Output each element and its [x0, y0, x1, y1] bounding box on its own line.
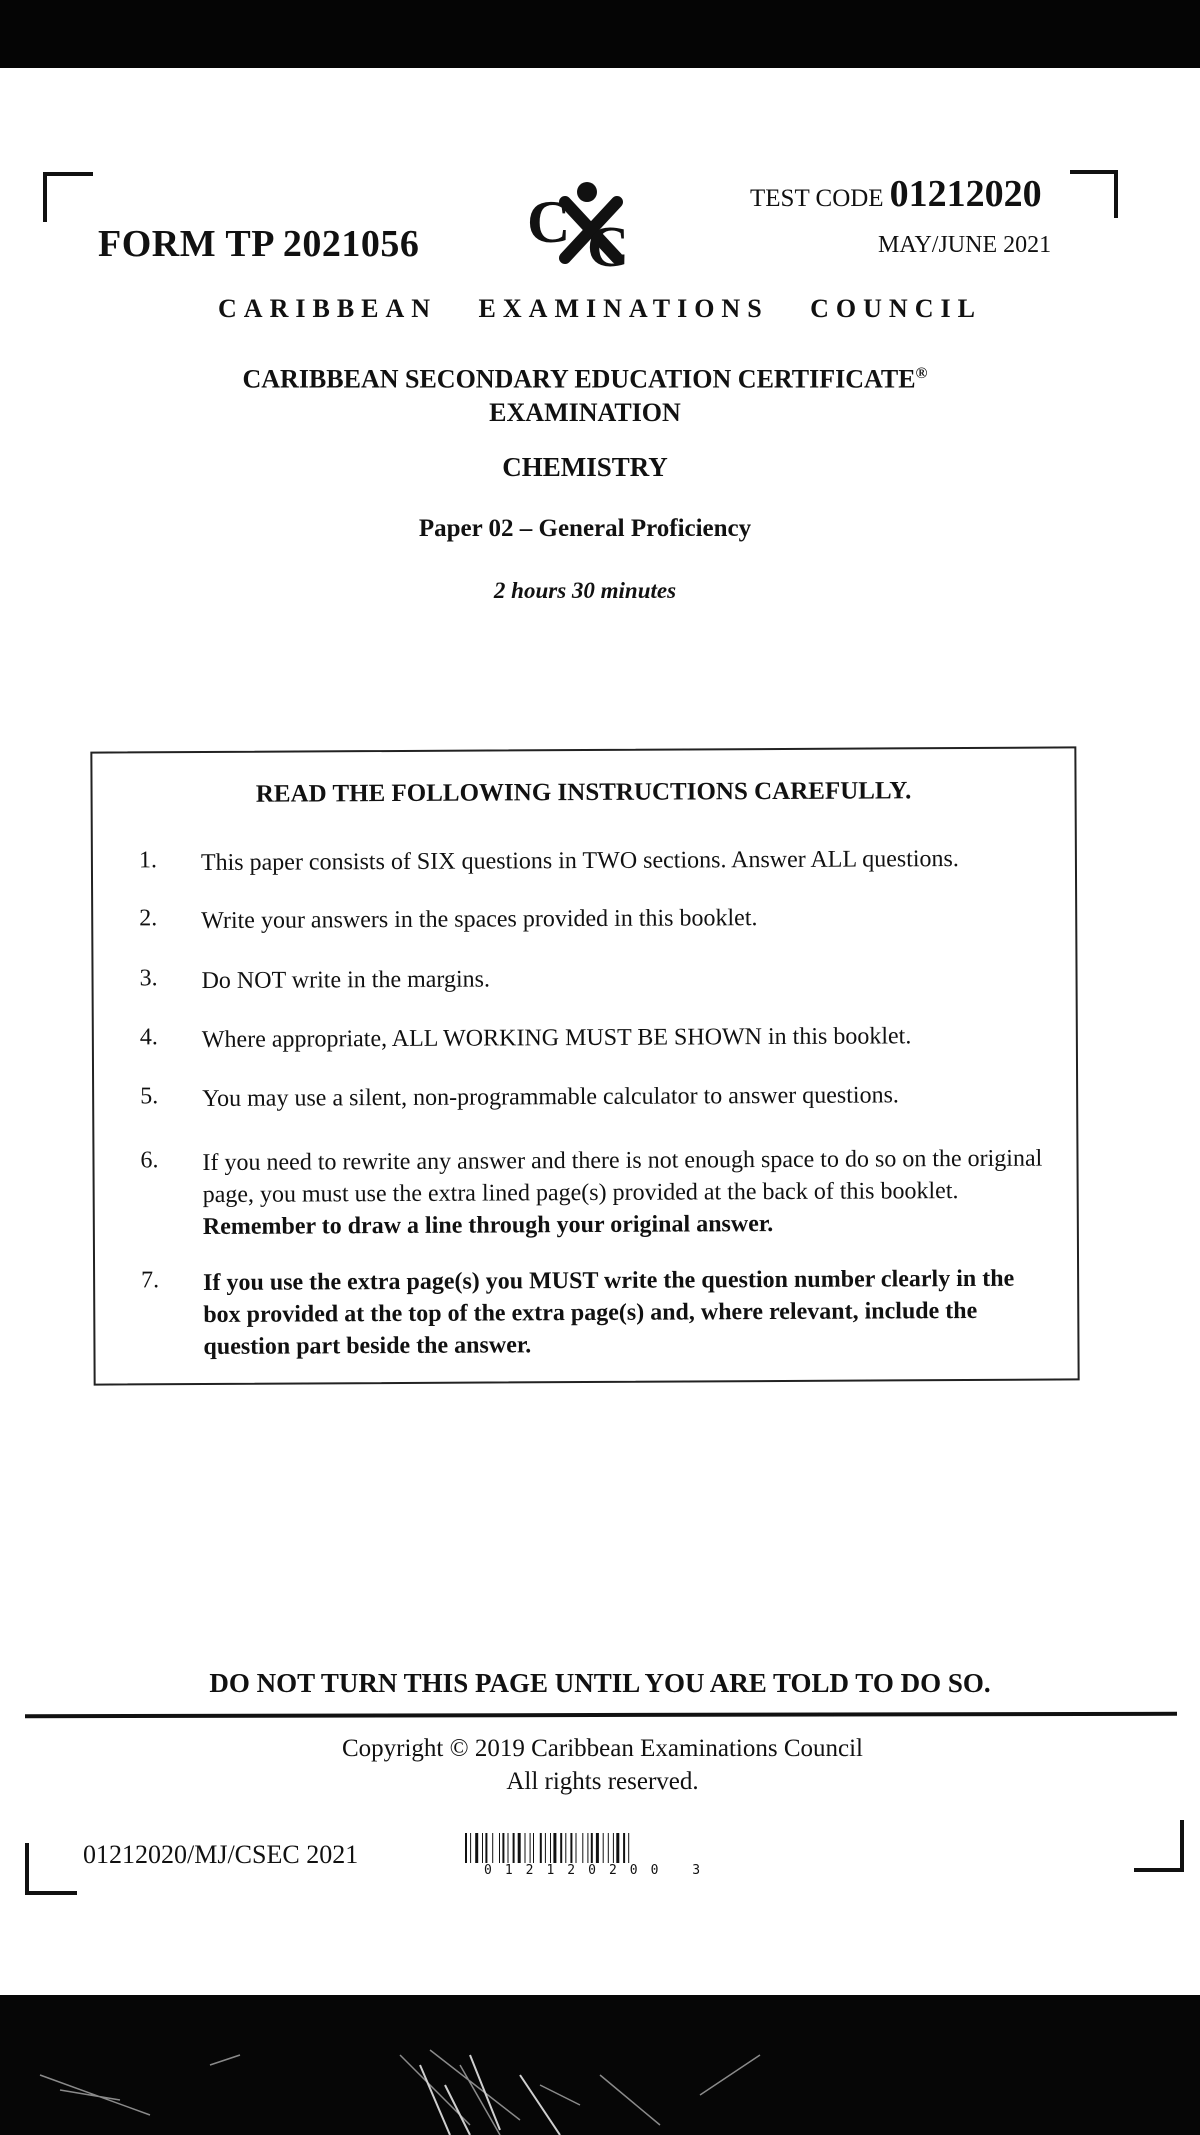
- crop-mark-bottom-right: [1134, 1820, 1184, 1872]
- instruction-number: 3.: [139, 965, 158, 992]
- instruction-text: This paper consists of SIX questions in TWO sections. Answer ALL questions.: [200, 846, 959, 877]
- barcode-bar: [525, 1833, 526, 1863]
- barcode-bar: [533, 1833, 534, 1863]
- footer-divider: [25, 1712, 1177, 1718]
- barcode-bar: [582, 1833, 583, 1863]
- barcode-bar: [502, 1833, 504, 1863]
- instruction-number: 2.: [139, 905, 158, 932]
- barcode-bar: [508, 1833, 509, 1863]
- instruction-item: [93, 900, 1075, 935]
- barcode-bar: [616, 1833, 619, 1863]
- instruction-item: [94, 1078, 1076, 1113]
- instruction-text: [202, 1143, 1042, 1243]
- svg-text:C: C: [587, 214, 629, 270]
- instructions-heading: READ THE FOLLOWING INSTRUCTIONS CAREFULLY.: [255, 777, 912, 808]
- barcode-bar: [545, 1833, 546, 1863]
- barcode-bar: [560, 1833, 562, 1863]
- scan-top-border: [0, 0, 1200, 68]
- barcode-bar: [550, 1833, 551, 1863]
- instruction-item: [95, 1262, 1077, 1361]
- exam-duration: 2 hours 30 minutes: [493, 578, 677, 603]
- barcode-bar: [530, 1833, 531, 1863]
- instruction-number: 7.: [141, 1267, 160, 1294]
- footer-paper-code: 01212020/MJ/CSEC 2021: [83, 1840, 359, 1869]
- rights-reserved-line: All rights reserved.: [506, 1768, 699, 1795]
- barcode-bar: [623, 1833, 625, 1863]
- barcode-bar: [499, 1833, 500, 1863]
- instruction-bold-text: Remember to draw a line through your original answer.: [202, 1211, 774, 1241]
- copyright-notice: [0, 1732, 1200, 1798]
- barcode-bar: [596, 1833, 599, 1863]
- barcode-bar: [565, 1833, 566, 1863]
- subject-title: CHEMISTRY: [502, 452, 668, 482]
- examination-label: EXAMINATION: [489, 397, 681, 427]
- scan-bottom-border: [0, 1995, 1200, 2135]
- instruction-text: Write your answers in the spaces provided in this booklet.: [201, 905, 758, 935]
- crop-mark-top-left: [43, 172, 93, 222]
- instruction-number: 6.: [140, 1147, 159, 1174]
- registered-mark: ®: [915, 365, 928, 382]
- copyright-line: Copyright © 2019 Caribbean Examinations Council: [341, 1735, 863, 1762]
- instruction-item: [93, 960, 1075, 995]
- barcode-bar: [485, 1833, 487, 1863]
- certificate-title: [0, 357, 1170, 429]
- barcode-bar: [475, 1833, 478, 1863]
- paper-title: Paper 02 – General Proficiency: [418, 515, 752, 542]
- barcode-bar: [608, 1833, 609, 1863]
- instruction-number: 5.: [140, 1083, 159, 1110]
- barcode-bar: [603, 1833, 604, 1863]
- barcode-bar: [553, 1833, 556, 1863]
- test-code-label: TEST CODE: [750, 185, 884, 212]
- instruction-item: [93, 842, 1075, 877]
- instruction-text: Do NOT write in the margins.: [201, 966, 491, 995]
- form-code: FORM TP 2021056: [98, 223, 420, 265]
- barcode-bar: [518, 1833, 521, 1863]
- svg-text:C: C: [527, 189, 571, 255]
- cxc-logo: [525, 180, 643, 270]
- instruction-item: [94, 1142, 1076, 1241]
- barcode-bar: [540, 1833, 542, 1863]
- barcode-bar: [492, 1833, 493, 1863]
- barcode-bar: [470, 1833, 471, 1863]
- barcode-bar: [587, 1833, 588, 1863]
- certificate-name: CARIBBEAN SECONDARY EDUCATION CERTIFICATE: [242, 364, 916, 394]
- instruction-plain-text: If you need to rewrite any answer and there is not enough space to do so on the original page, you must use the extra lined page(s) provided at the back of this booklet.: [202, 1145, 1043, 1209]
- instruction-item: [94, 1019, 1076, 1054]
- council-name: CARIBBEAN EXAMINATIONS COUNCIL: [218, 294, 982, 323]
- barcode-bar: [628, 1833, 629, 1863]
- instruction-bold-text: If you use the extra page(s) you MUST write the question number clearly in the box provided at the top of the extra page(s) and, where relevant, include the question part beside the answer.: [203, 1265, 1015, 1361]
- do-not-turn-warning: DO NOT TURN THIS PAGE UNTIL YOU ARE TOLD TO DO SO.: [209, 1668, 991, 1698]
- instruction-number: 1.: [138, 847, 157, 874]
- scan-noise: [0, 1995, 1200, 2135]
- instruction-text: [203, 1263, 1043, 1363]
- test-code-block: [750, 172, 1042, 216]
- barcode-bar: [613, 1833, 614, 1863]
- barcode-bar: [591, 1833, 593, 1863]
- crop-mark-top-right: [1070, 170, 1118, 218]
- barcode-bar: [576, 1833, 577, 1863]
- exam-session: MAY/JUNE 2021: [878, 232, 1052, 258]
- instructions-box: [90, 746, 1079, 1385]
- barcode-bar: [482, 1833, 483, 1863]
- barcode-bar: [570, 1833, 572, 1863]
- test-code-number: 01212020: [889, 173, 1042, 215]
- barcode-bar: [465, 1833, 467, 1863]
- crop-mark-bottom-left: [25, 1843, 77, 1895]
- instruction-text: Where appropriate, ALL WORKING MUST BE SHOWN in this booklet.: [201, 1023, 912, 1054]
- barcode-bar: [513, 1833, 515, 1863]
- instruction-text: You may use a silent, non-programmable calculator to answer questions.: [202, 1082, 899, 1113]
- barcode-digits: 012120200 3: [484, 1863, 714, 1878]
- instruction-number: 4.: [139, 1024, 158, 1051]
